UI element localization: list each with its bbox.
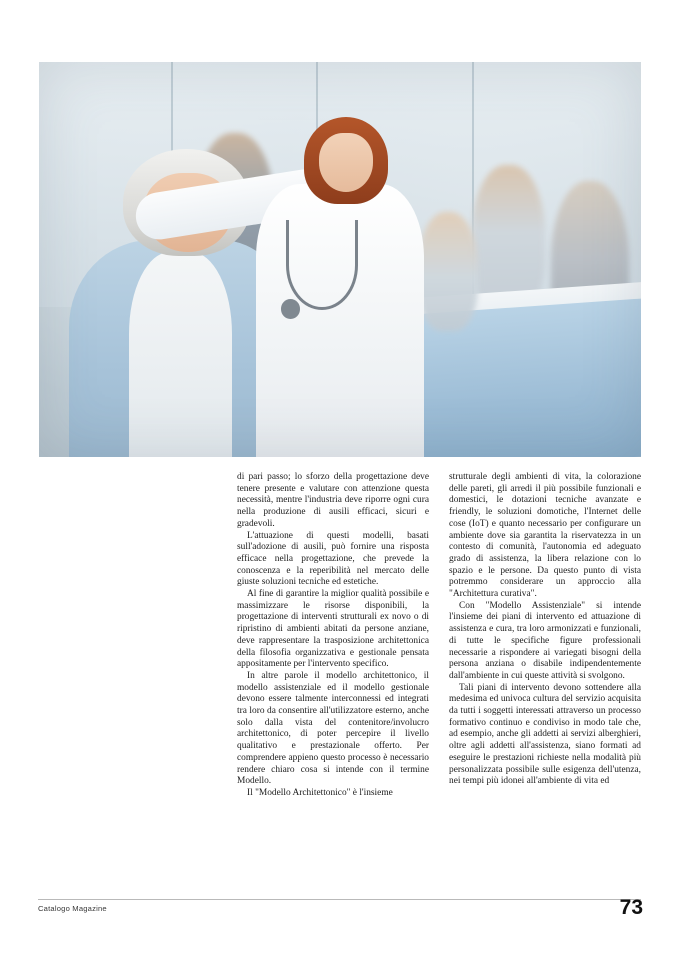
paragraph: Al fine di garantire la miglior qualità possibile e massimizzare le risorse disponibili, la progettazione di interventi strutturali ex novo o di ripristino di ambienti abitati da persone anziane, deve rappresentare la trasposizione architettonica della filosofia organizzativa e gestionale pensata appositamente per l'intervento specifico.: [237, 589, 429, 670]
article-photo: [39, 62, 641, 457]
page-number: 73: [619, 896, 643, 919]
paragraph: di pari passo; lo sforzo della progettazione deve tenere presente e valutare con attenzione questa necessità, mentre l'industria deve riporre ogni cura nella produzione di ausili efficaci, sicuri e gradevoli.: [237, 472, 429, 529]
article-body: [237, 472, 641, 884]
paragraph: Il "Modello Architettonico" è l'insieme: [247, 787, 393, 798]
footer-publication-name: Catalogo Magazine: [38, 904, 107, 913]
paragraph: In altre parole il modello architettonico, il modello assistenziale ed il modello gestionale devono essere talmente interconnessi ed integrati tra loro da consentire all'utilizzatore esterno, anche solo dalla vista del contenitore/involucro architettonico, di poter percepire il livello qualitativo e prestazionale offerto. Per comprendere appieno questo processo è necessario rendere chiaro cosa si intende con il termine Modello.: [237, 670, 429, 787]
paragraph: strutturale degli ambienti di vita, la colorazione delle pareti, gli arredi il più possibile funzionali e domestici, le dotazioni tecniche avanzate e friendly, le soluzioni domotiche, l'Internet delle cose (IoT) e quanto necessario per configurare un ambiente dove sia garantita la riservatezza in un contesto di comunità, l'autonomia ed adeguato grado di assistenza, la libera relazione con lo spazio e le persone. Da questo punto di vista potremmo considerare un approccio alla "Architettura curativa".: [449, 472, 641, 600]
paragraph: L'attuazione di questi modelli, basati sull'adozione di ausili, può fornire una risposta efficace nella progettazione, che prevede la conoscenza e la reperibilità nel mercato delle giuste soluzioni tecniche ed estetiche.: [237, 530, 429, 588]
photo-vignette: [39, 62, 641, 457]
text-column-left: [237, 472, 429, 884]
photo-background: [39, 62, 641, 457]
paragraph: Tali piani di intervento devono sottendere alla medesima ed univoca cultura del servizio acquisita da tutti i soggetti interessati attraverso un processo formativo continuo e condiviso in modo tale che, ad esempio, anche gli addetti ai servizi alberghieri, oltre agli addetti all'assistenza, siano formati ad eseguire le prestazioni richieste nella modalità più personalizzata possibile sulle esigenza dell'utenza, nei tempi più idonei all'ambiente di vita ed: [449, 682, 641, 787]
footer-divider: [38, 899, 641, 900]
paragraph: Con "Modello Assistenziale" si intende l'insieme dei piani di intervento ed attuazione di assistenza e cura, tra loro armonizzati e funzionali, di tutte le specifiche figure professionali necessarie a rispondere ai variegati bisogni della persona anziana o disabile indipendentemente dall'ambiente in cui queste attività si svolgono.: [449, 600, 641, 681]
text-column-right: [449, 472, 641, 884]
